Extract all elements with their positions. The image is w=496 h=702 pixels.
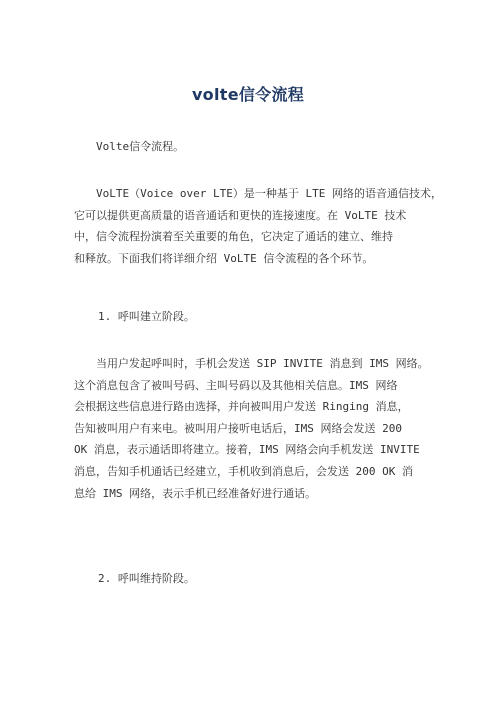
- section-heading: 2. 呼叫维持阶段。: [98, 572, 195, 585]
- overview-line: 中，信令流程扮演着至关重要的角色，它决定了通话的建立、维持: [74, 230, 393, 244]
- intro-paragraph: [74, 136, 446, 158]
- section-1-line: 这个消息包含了被叫号码、主叫号码以及其他相关信息。IMS 网络: [74, 378, 398, 392]
- overview-line: 和释放。下面我们将详细介绍 VoLTE 信令流程的各个环节。: [74, 251, 374, 265]
- section-1-paragraph: [74, 353, 446, 504]
- section-1-line: 告知被叫用户有来电。被叫用户接听电话后，IMS 网络会发送 200: [74, 421, 402, 435]
- overview-line: VoLTE（Voice over LTE）是一种基于 LTE 网络的语音通信技术，: [96, 187, 442, 200]
- overview-paragraph: [74, 183, 446, 269]
- document-title: volte信令流程: [191, 85, 305, 104]
- section-1-heading: [74, 306, 446, 328]
- overview-line: 它可以提供更高质量的语音通话和更快的连接速度。在 VoLTE 技术: [74, 208, 407, 222]
- section-1-line: 消息，告知手机通话已经建立，手机收到消息后，会发送 200 OK 消: [74, 464, 413, 478]
- section-1-line: 息给 IMS 网络，表示手机已经准备好进行通话。: [74, 486, 317, 500]
- section-1-line: 会根据这些信息进行路由选择，并向被叫用户发送 Ringing 消息，: [74, 400, 409, 414]
- section-1-line: OK 消息，表示通话即将建立。接着，IMS 网络会向手机发送 INVITE: [74, 443, 420, 457]
- section-heading: 1. 呼叫建立阶段。: [98, 310, 195, 323]
- section-1-line: 当用户发起呼叫时，手机会发送 SIP INVITE 消息到 IMS 网络。: [96, 357, 429, 370]
- section-2-heading: [74, 568, 446, 590]
- intro-line: Volte信令流程。: [96, 140, 185, 153]
